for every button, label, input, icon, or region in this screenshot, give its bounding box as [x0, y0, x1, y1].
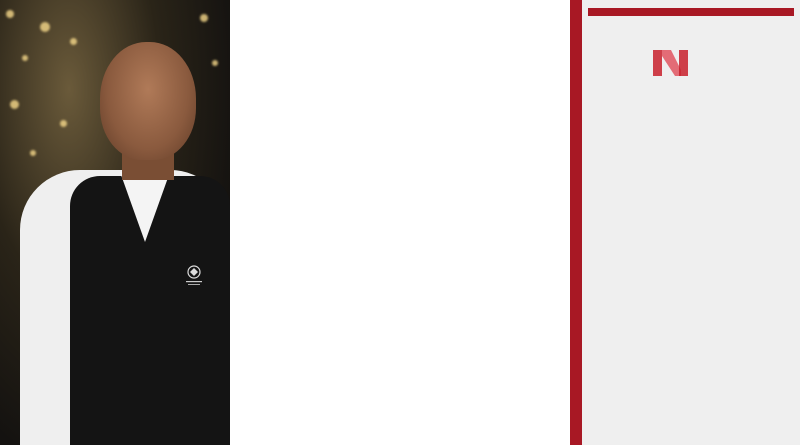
bokeh-light: [70, 38, 77, 45]
bokeh-light: [10, 100, 19, 109]
open-letter: [230, 0, 570, 445]
news-watermark: [651, 48, 733, 88]
government-seal-icon: [180, 262, 208, 290]
bokeh-light: [200, 14, 208, 22]
bokeh-light: [30, 150, 36, 156]
bokeh-light: [60, 120, 67, 127]
news-logo-icon: [651, 48, 691, 80]
bokeh-light: [6, 10, 14, 18]
head: [100, 42, 196, 160]
bokeh-light: [40, 22, 50, 32]
alcaldesas-header-bar: [588, 8, 794, 16]
bokeh-light: [212, 60, 218, 66]
bokeh-light: [22, 55, 28, 61]
accent-band: [570, 0, 582, 445]
portrait-photo: [0, 0, 230, 445]
